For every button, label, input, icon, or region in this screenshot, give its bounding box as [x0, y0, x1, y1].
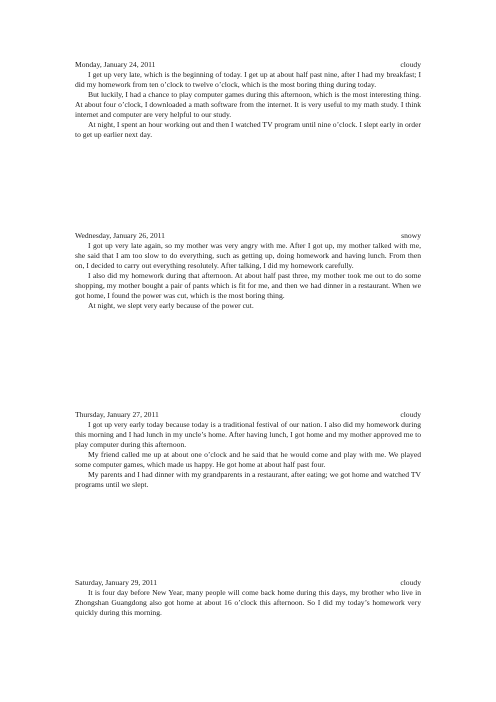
entry-paragraph: It is four day before New Year, many people will come back home during this days, my brother who live in Zhongshan Guangdong also got home at about 16 o’clock this afternoon. So I did my today’s homework very quickly during this morning. [75, 588, 421, 617]
entry-weather: snowy [401, 231, 421, 240]
entry-header [75, 410, 421, 420]
diary-entry [75, 578, 421, 618]
entry-weather: cloudy [400, 60, 421, 69]
entry-weather: cloudy [400, 410, 421, 419]
entry-paragraph: At night, I spent an hour working out and then I watched TV program until nine o’clock. I slept early in order to get up earlier next day. [75, 120, 421, 139]
entry-header [75, 231, 421, 241]
diary-entry [75, 60, 421, 140]
entry-paragraph: At night, we slept very early because of the power cut. [88, 301, 254, 310]
entry-paragraph: But luckily, I had a chance to play computer games during this afternoon, which is the most interesting thing. At about four o’clock, I downloaded a math software from the internet. It is very useful to my math study. I think internet and computer are very helpful to our study. [75, 90, 421, 119]
entry-paragraph: My friend called me up at about one o’clock and he said that he would come and play with me. We played some computer games, which made us happy. He got home at about half past four. [75, 450, 421, 469]
entry-paragraph: I got up very late again, so my mother was very angry with me. After I got up, my mother talked with me, she said that I am too slow to do everything, such as getting up, doing homework and having lunch. From then on, I decided to carry out everything resolutely. After talking, I did my homework carefully. [75, 241, 421, 270]
entry-paragraph: I get up very late, which is the beginning of today. I get up at about half past nine, after I had my breakfast; I did my homework from ten o’clock to twelve o’clock, which is the most boring thing during today. [75, 70, 421, 89]
entry-header [75, 578, 421, 588]
entry-date: Thursday, January 27, 2011 [75, 410, 159, 419]
entry-date: Saturday, January 29, 2011 [75, 578, 158, 587]
diary-entry [75, 410, 421, 490]
entry-header [75, 60, 421, 70]
entry-paragraph: I also did my homework during that afternoon. At about half past three, my mother took me out to do some shopping, my mother bought a pair of pants which is fit for me, and then we had dinner in a restaurant. When we got home, I found the power was cut, which is the most boring thing. [75, 271, 421, 300]
entry-date: Monday, January 24, 2011 [75, 60, 156, 69]
entry-weather: cloudy [400, 578, 421, 587]
diary-entry [75, 231, 421, 311]
entry-paragraph: My parents and I had dinner with my grandparents in a restaurant, after eating; we got home and watched TV programs until we slept. [75, 470, 421, 489]
entry-date: Wednesday, January 26, 2011 [75, 231, 165, 240]
entry-paragraph: I got up very early today because today is a traditional festival of our nation. I also did my homework during this morning and I had lunch in my uncle’s home. After having lunch, I got home and my mother approved me to play computer during this afternoon. [75, 420, 421, 449]
